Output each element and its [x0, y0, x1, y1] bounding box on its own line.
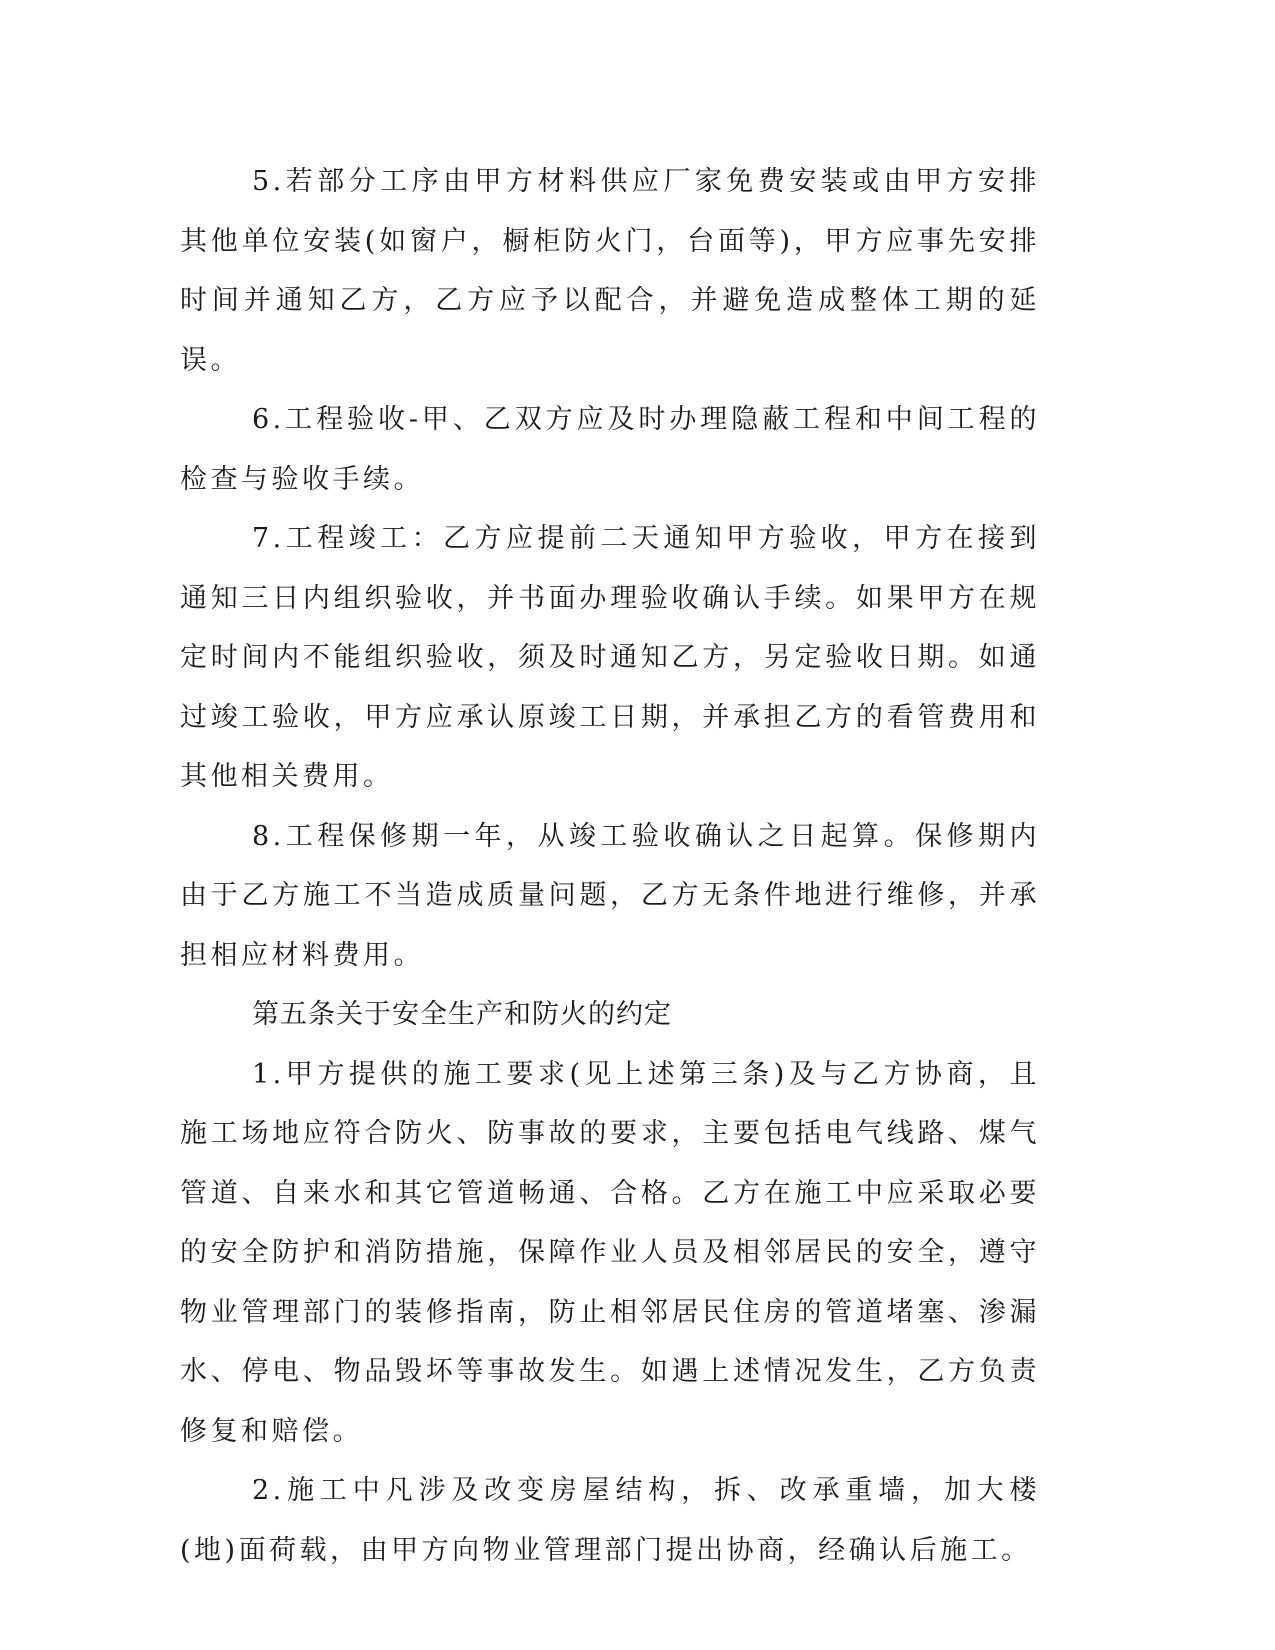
clause-5-paragraph: 5.若部分工序由甲方材料供应厂家免费安装或由甲方安排其他单位安装(如窗户，橱柜防火门，台面等)，甲方应事先安排时间并通知乙方，乙方应予以配合，并避免造成整体工期的延误。 [180, 166, 1040, 376]
safety-clause-1-paragraph: 1.甲方提供的施工要求(见上述第三条)及与乙方协商，且施工场地应符合防火、防事故的要求，主要包括电气线路、煤气管道、自来水和其它管道畅通、合格。乙方在施工中应采取必要的安全防护和消防措施，保障作业人员及相邻居民的安全，遵守物业管理部门的装修指南，防止相邻居民住房的管道堵塞、渗漏水、停电、物品毁坏等事故发生。如遇上述情况发生，乙方负责修复和赔偿。 [180, 1058, 1040, 1447]
document-page [180, 152, 1040, 1580]
clause-7-paragraph: 7.工程竣工：乙方应提前二天通知甲方验收，甲方在接到通知三日内组织验收，并书面办理验收确认手续。如果甲方在规定时间内不能组织验收，须及时通知乙方，另定验收日期。如通过竣工验收，甲方应承认原竣工日期，并承担乙方的看管费用和其他相关费用。 [180, 523, 1040, 792]
article-5-heading: 第五条关于安全生产和防火的约定 [252, 999, 672, 1030]
clause-8-paragraph: 8.工程保修期一年，从竣工验收确认之日起算。保修期内由于乙方施工不当造成质量问题，乙方无条件地进行维修，并承担相应材料费用。 [180, 820, 1040, 971]
clause-6-paragraph: 6.工程验收-甲、乙双方应及时办理隐蔽工程和中间工程的检查与验收手续。 [180, 404, 1040, 495]
safety-clause-2-paragraph: 2.施工中凡涉及改变房屋结构，拆、改承重墙，加大楼(地)面荷载，由甲方向物业管理部门提出协商，经确认后施工。 [180, 1475, 1040, 1566]
